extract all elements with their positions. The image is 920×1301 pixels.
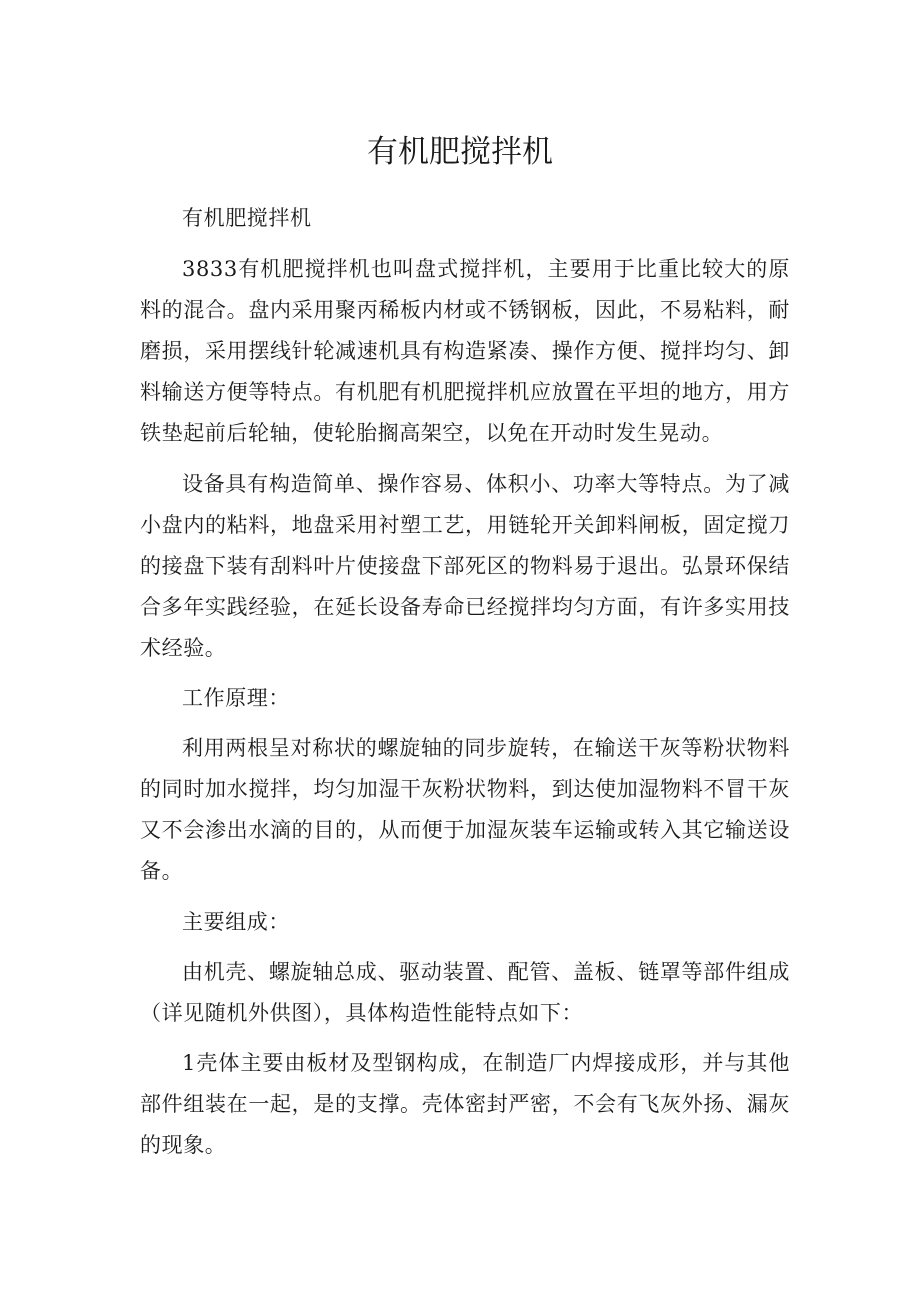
paragraph-working-principle: 利用两根呈对称状的螺旋轴的同步旋转，在输送干灰等粉状物料的同时加水搅拌，均匀加湿干灰粉状物料，到达使加湿物料不冒干灰又不会渗出水滴的目的，从而便于加湿灰装车运输或转入其它输送设备。: [140, 736, 790, 883]
heading-main-components: 主要组成：: [182, 910, 290, 934]
document-title: 有机肥搅拌机: [367, 134, 553, 170]
paragraph-main-components: 由机壳、螺旋轴总成、驱动装置、配管、盖板、链罩等部件组成（详见随机外供图），具体构造性能特点如下：: [140, 960, 790, 1025]
document-body: [140, 198, 790, 1166]
paragraph-intro: 3833有机肥搅拌机也叫盘式搅拌机，主要用于比重比较大的原料的混合。盘内采用聚丙稀板内材或不锈钢板，因此，不易粘料，耐磨损，采用摆线针轮减速机具有构造紧凑、操作方便、搅拌均匀、卸料输送方便等特点。有机肥有机肥搅拌机应放置在平坦的地方，用方铁垫起前后轮轴，使轮胎搁高架空，以免在开动时发生晃动。: [140, 257, 790, 445]
paragraph-features: 设备具有构造简单、操作容易、体积小、功率大等特点。为了减小盘内的粘料，地盘采用衬塑工艺，用链轮开关卸料闸板，固定搅刀的接盘下装有刮料叶片使接盘下部死区的物料易于退出。弘景环保结合多年实践经验，在延长设备寿命已经搅拌均匀方面，有许多实用技术经验。: [140, 472, 790, 660]
paragraph-housing: 1壳体主要由板材及型钢构成，在制造厂内焊接成形，并与其他部件组装在一起，是的支撑。壳体密封严密，不会有飞灰外扬、漏灰的现象。: [140, 1051, 790, 1157]
paragraph-subtitle: 有机肥搅拌机: [182, 206, 312, 230]
heading-working-principle: 工作原理：: [182, 686, 290, 710]
